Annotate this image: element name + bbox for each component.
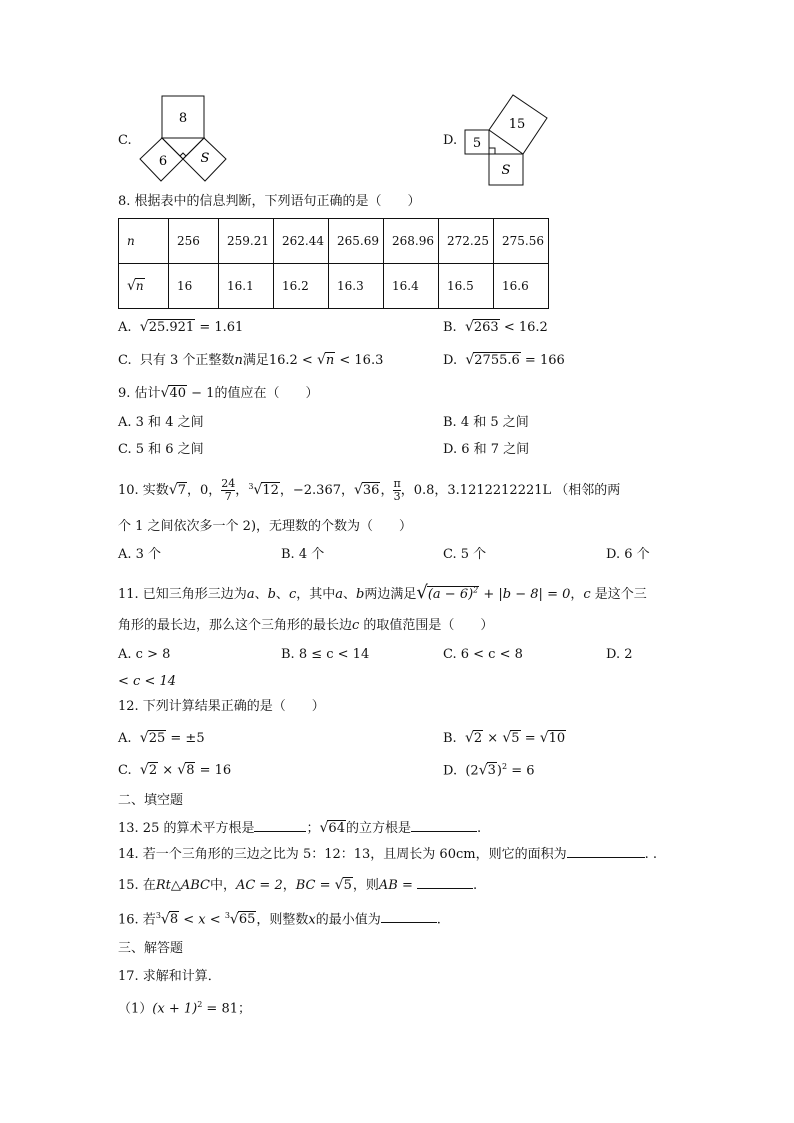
question-15: 15. 在Rt△ABC中，AC = 2，BC = √5，则AB = . [118,877,478,893]
section-solve-title: 三、解答题 [118,941,184,956]
q9-option-b: B. 4 和 5 之间 [443,415,529,430]
square-top-label: 8 [178,111,188,126]
table-row [119,219,549,264]
q8-option-d: D. √2755.6 = 166 [443,352,565,368]
table-cell: 16.6 [494,264,549,309]
q10-option-b: B. 4 个 [281,547,325,562]
question-17-part1: $(1)(x + 1)^2 = 81$； [118,1000,251,1017]
question-12-stem: 12. 下列计算结果正确的是（ ） [118,699,325,714]
question-11-line1: 11. 已知三角形三边为a、b、c，其中a、b两边满足$√(a - 6)^2 + |b - 8| = 0$，c 是这个三 [118,582,647,603]
q9-option-d: D. 6 和 7 之间 [443,442,530,457]
answer-blank[interactable] [417,887,473,889]
option-d-label: D. [443,133,458,148]
table-cell: 265.69 [329,219,384,264]
table-cell: 262.44 [274,219,329,264]
pythagoras-figure-c [138,95,230,185]
q11-option-b: B. 8 ≤ c < 14 [281,647,370,662]
answer-blank[interactable] [254,830,306,832]
question-14: 14. 若一个三角形的三边之比为 5：12：13，且周长为 60cm，则它的面积为 . . [118,847,657,862]
table-cell: 275.56 [494,219,549,264]
q8-option-b: B. √263 < 16.2 [443,319,548,335]
table-cell: 16.4 [384,264,439,309]
square-bottom-label: S [501,163,511,178]
q10-option-a: A. 3 个 [118,547,162,562]
table-cell: 256 [169,219,219,264]
table-head-n: n [119,219,169,264]
table-cell: 16.2 [274,264,329,309]
q12-option-a: A. √25 = ±5 [118,730,205,746]
answer-blank[interactable] [411,830,477,832]
question-17-stem: 17. 求解和计算． [118,969,221,984]
table-cell: 259.21 [219,219,274,264]
answer-blank[interactable] [567,856,645,858]
table-cell: 16.3 [329,264,384,309]
section-fill-in-title: 二、填空题 [118,793,184,808]
table-row [119,264,549,309]
table-cell: 16.1 [219,264,274,309]
table-cell: 272.25 [439,219,494,264]
q11-option-c: C. 6 < c < 8 [443,647,523,662]
question-11-line2: 角形的最长边，那么这个三角形的最长边c 的取值范围是（ ） [118,618,494,633]
question-10-stem: 10. 实数√7，0， $\frac{24}{7}$ ，$^3$√12，−2.367，√36， $\frac{\pi}{3}$ ，0.8，3.1212212221L （相邻的两 [118,477,621,504]
data-table [118,218,549,309]
square-left-label: 6 [158,154,168,169]
question-16: 16. 若$^3$√8 < x < $^3$√65，则整数x的最小值为 . [118,911,441,928]
question-10-line2: 个 1 之间依次多一个 2)，无理数的个数为（ ） [118,519,413,534]
table-cell: 16 [169,264,219,309]
question-8-stem: 8. 根据表中的信息判断，下列语句正确的是（ ） [118,194,421,209]
q12-option-d: D. $(2√3)^2 = 6$ [443,762,535,779]
q11-option-d-continued: < c < 14 [118,674,177,689]
q9-option-c: C. 5 和 6 之间 [118,442,204,457]
pythagoras-figure-d [463,94,555,186]
option-c-label: C. [118,133,132,148]
q12-option-b: B. √2 × √5 = √10 [443,730,566,746]
q8-option-c: C. 只有 3 个正整数n满足16.2 < √n < 16.3 [118,352,384,368]
q11-option-d: D. 2 [606,647,633,662]
q10-option-d: D. 6 个 [606,547,650,562]
answer-blank[interactable] [381,921,437,923]
q12-option-c: C. √2 × √8 = 16 [118,762,232,778]
question-9-stem: 9. 估计√40 − 1的值应在（ ） [118,385,319,401]
square-right-label: S [200,151,210,166]
table-head-sqrt-n: √n [119,264,169,309]
table-cell: 16.5 [439,264,494,309]
q10-option-c: C. 5 个 [443,547,487,562]
q11-option-a: A. c > 8 [118,647,171,662]
q9-option-a: A. 3 和 4 之间 [118,415,204,430]
square-left-label: 5 [472,136,482,151]
square-big-label: 15 [508,117,526,132]
question-13: 13. 25 的算术平方根是 ；√64的立方根是 . [118,820,482,836]
table-cell: 268.96 [384,219,439,264]
q8-option-a: A. √25.921 = 1.61 [118,319,244,335]
